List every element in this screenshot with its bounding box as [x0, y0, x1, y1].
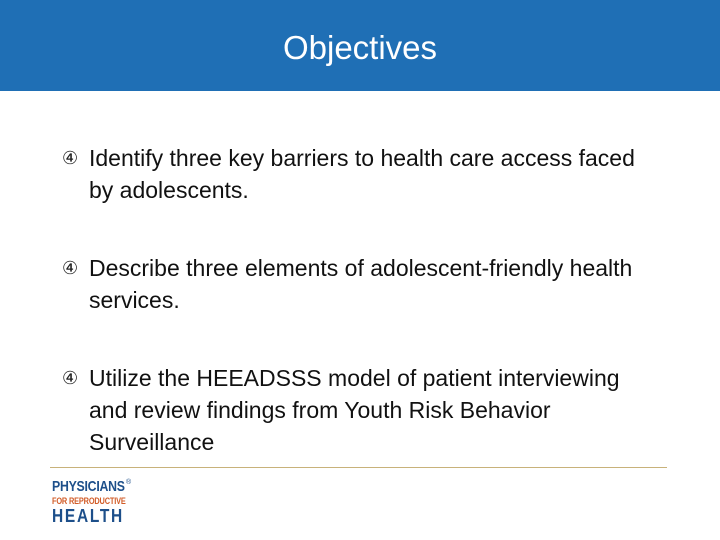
circled-four-icon: ④: [62, 148, 79, 168]
footer-divider: [50, 467, 667, 468]
list-item: [62, 362, 662, 458]
bullet-text: Utilize the HEEADSSS model of patient interviewing and review findings from Youth Risk Behavior Surveillance: [89, 365, 620, 455]
organization-logo: [52, 479, 142, 527]
bullet-text: Describe three elements of adolescent-friendly health services.: [89, 255, 633, 313]
bullet-text: Identify three key barriers to health care access faced by adolescents.: [89, 145, 635, 203]
slide-title: Objectives: [282, 29, 438, 66]
title-bar: [0, 0, 720, 91]
circled-four-icon: ④: [62, 258, 79, 278]
list-item: [62, 142, 662, 206]
list-item: [62, 252, 662, 316]
circled-four-icon: ④: [62, 368, 79, 388]
registered-mark: ®: [126, 479, 132, 486]
logo-text-health: HEALTH: [52, 506, 124, 526]
logo-text-physicians: PHYSICIANS: [52, 478, 125, 495]
logo-text-for-reproductive: FOR REPRODUCTIVE: [52, 496, 126, 506]
objectives-list: [62, 142, 662, 504]
